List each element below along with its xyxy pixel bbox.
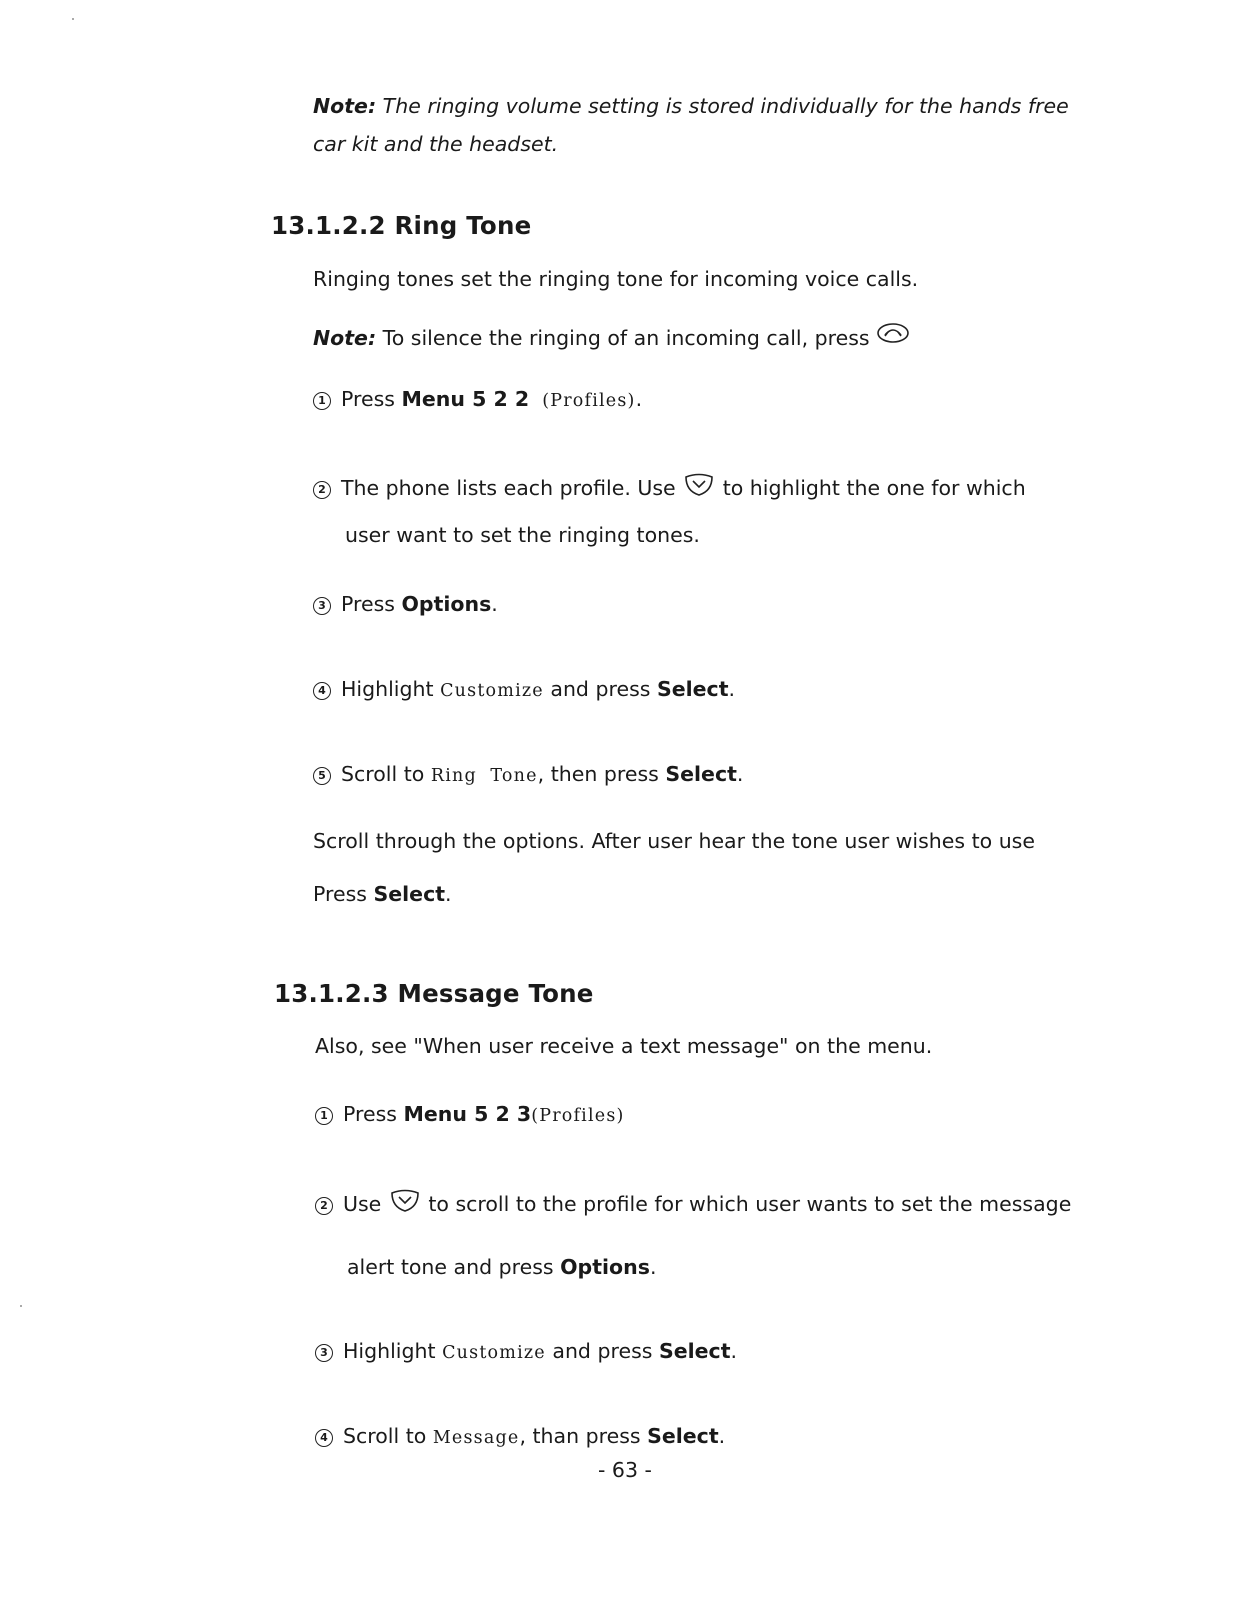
step-text: . — [718, 1424, 726, 1448]
message-step-2-continued — [347, 1257, 656, 1278]
ring-step-3 — [313, 594, 498, 615]
step-number: 1 — [315, 1107, 333, 1125]
step-number: 3 — [313, 597, 331, 615]
step-text: , than press — [519, 1424, 648, 1448]
message-step-2 — [315, 1187, 1071, 1217]
step-key: Options — [560, 1255, 650, 1279]
ring-step-2-continued: user want to set the ringing tones. — [345, 523, 700, 547]
step-number: 1 — [313, 392, 331, 410]
note-label: Note: — [313, 326, 377, 350]
ring-step-5 — [313, 764, 743, 786]
step-key: Options — [401, 592, 492, 616]
ring-tone-note — [313, 321, 910, 351]
step-text: The phone lists each profile. Use — [341, 476, 683, 500]
step-text: to scroll to the profile for which user wants to set the message — [421, 1192, 1072, 1216]
message-step-1 — [315, 1104, 625, 1126]
step-text: Press — [313, 882, 374, 906]
step-text: to highlight the one for which — [716, 476, 1026, 500]
scan-speck — [20, 1305, 22, 1307]
note-text: To silence the ringing of an incoming call, press — [376, 326, 877, 350]
step-key: Select — [658, 1339, 731, 1363]
scroll-key-icon — [682, 471, 716, 501]
step-text: . — [635, 387, 643, 411]
section-heading-ring-tone: 13.1.2.2 Ring Tone — [271, 211, 532, 240]
step-menu-item: (Profiles) — [542, 391, 636, 411]
ring-step-1 — [313, 389, 642, 411]
note-label: Note: — [313, 94, 377, 118]
scan-speck — [72, 18, 74, 20]
step-menu-item: (Profiles) — [531, 1106, 625, 1126]
step-text: Highlight — [341, 677, 441, 701]
step-number: 4 — [315, 1429, 333, 1447]
step-number: 4 — [313, 682, 331, 700]
scroll-key-icon — [388, 1187, 422, 1217]
step-menu-item: Customize — [440, 681, 544, 701]
step-menu-item: Message — [432, 1428, 520, 1448]
end-call-key-icon — [876, 321, 910, 351]
step-text: and press — [545, 1339, 659, 1363]
step-number: 2 — [315, 1197, 333, 1215]
step-text: . — [736, 762, 744, 786]
section-heading-message-tone: 13.1.2.3 Message Tone — [274, 979, 594, 1008]
ring-step-4 — [313, 679, 735, 701]
step-text: . — [649, 1255, 657, 1279]
note-top — [313, 87, 1103, 163]
step-key: Menu 5 2 2 — [401, 387, 530, 411]
step-key: Menu 5 2 3 — [403, 1102, 532, 1126]
step-text: Press — [343, 1102, 404, 1126]
step-key: Select — [647, 1424, 719, 1448]
step-number: 3 — [315, 1344, 333, 1362]
step-text: Press — [341, 387, 402, 411]
step-number: 5 — [313, 767, 331, 785]
step-menu-item: Ring Tone — [430, 766, 538, 786]
step-number: 2 — [313, 481, 331, 499]
message-tone-intro: Also, see "When user receive a text message" on the menu. — [315, 1034, 933, 1058]
step-text: alert tone and press — [347, 1255, 561, 1279]
step-text: . — [730, 1339, 738, 1363]
step-text: Scroll to — [343, 1424, 433, 1448]
step-text: Scroll to — [341, 762, 431, 786]
step-text: . — [491, 592, 498, 616]
step-text: Press — [341, 592, 402, 616]
page-number: - 63 - — [598, 1458, 652, 1482]
step-text: . — [445, 882, 452, 906]
step-key: Select — [665, 762, 737, 786]
step-text: . — [728, 677, 736, 701]
ring-tone-closing-line-2 — [313, 884, 452, 905]
step-menu-item: Customize — [442, 1343, 546, 1363]
ring-step-2 — [313, 471, 1026, 501]
step-key: Select — [656, 677, 729, 701]
ring-tone-closing-line-1: Scroll through the options. After user hear the tone user wishes to use — [313, 829, 1035, 853]
step-text: Use — [343, 1192, 388, 1216]
note-text: The ringing volume setting is stored individually for the hands free car kit and the headset. — [313, 94, 1069, 156]
step-text: , then press — [537, 762, 666, 786]
message-step-4 — [315, 1426, 725, 1448]
step-key: Select — [373, 882, 446, 906]
step-text: Highlight — [343, 1339, 443, 1363]
ring-tone-intro: Ringing tones set the ringing tone for incoming voice calls. — [313, 267, 919, 291]
message-step-3 — [315, 1341, 737, 1363]
step-text: and press — [543, 677, 657, 701]
